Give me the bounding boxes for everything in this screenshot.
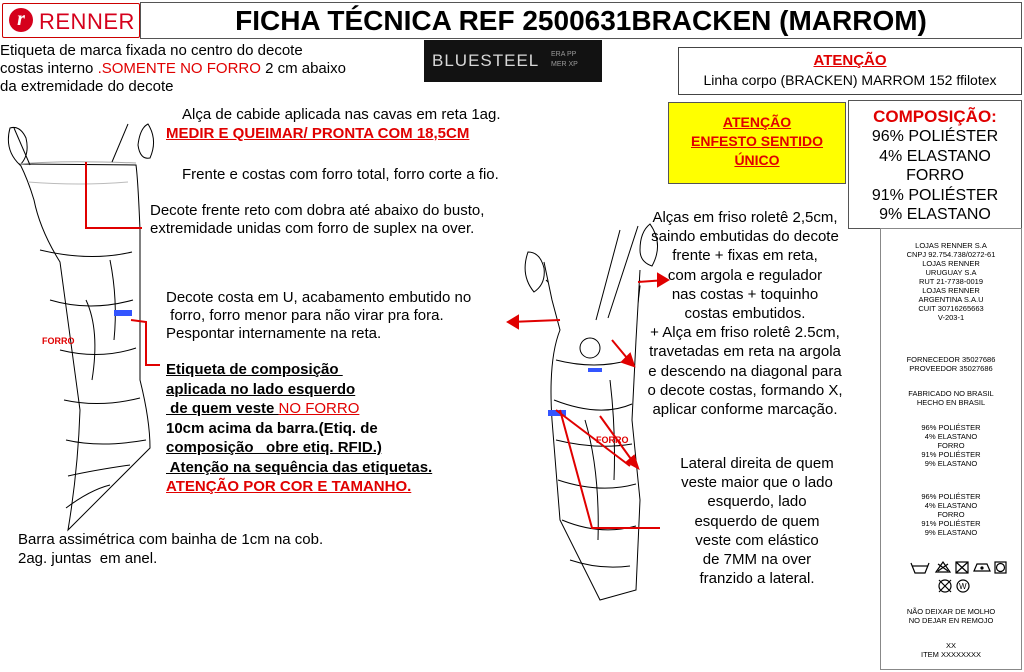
note-line: da extremidade do decote bbox=[0, 78, 174, 95]
comp-line: 9% ELASTANO bbox=[879, 206, 991, 223]
note-highlight: ATENÇÃO POR COR E TAMANHO. bbox=[166, 478, 412, 495]
note-line: costas embutidos. bbox=[684, 305, 806, 323]
note-line: extremidade unidas com forro de suplex na over. bbox=[150, 220, 475, 237]
note-line: Decote costa em U, acabamento embutido no bbox=[166, 289, 472, 306]
note-line: 2ag. juntas em anel. bbox=[18, 550, 158, 567]
note-highlight: NO FORRO bbox=[278, 400, 360, 417]
note-line: esquerdo, lado bbox=[707, 493, 807, 511]
note-line: e descendo na diagonal para bbox=[648, 362, 842, 380]
note-line: esquerdo de quem bbox=[694, 512, 820, 530]
note-line: de 7MM na over bbox=[702, 551, 812, 569]
attention-title: ATENÇÃO bbox=[813, 52, 887, 69]
care-line: LOJAS RENNER bbox=[922, 259, 980, 268]
front-view-drawing bbox=[8, 124, 153, 530]
care-line: PROVEEDOR 35027686 bbox=[909, 364, 993, 373]
front-neck-note bbox=[150, 202, 484, 238]
care-line: NÃO DEIXAR DE MOLHO bbox=[906, 607, 996, 616]
note-line: + Alça em friso roletê 2.5cm, bbox=[650, 324, 840, 342]
comp-line: 96% POLIÉSTER bbox=[871, 128, 999, 145]
care-line: RUT 21-7738-0019 bbox=[918, 277, 984, 286]
label-size-2: MER XP bbox=[551, 61, 578, 68]
note-line: veste maior que o lado bbox=[681, 474, 833, 492]
care-line: HECHO EN BRASIL bbox=[916, 398, 986, 407]
care-line: FORRO bbox=[937, 510, 965, 519]
care-line: FABRICADO NO BRASIL bbox=[908, 389, 994, 398]
note-line: aplicar conforme marcação. bbox=[652, 401, 838, 419]
note-line: com argola e regulador bbox=[667, 266, 823, 284]
back-neck-note bbox=[166, 289, 471, 343]
svg-text:W: W bbox=[959, 582, 967, 591]
note-line: composição obre etiq. RFID.) bbox=[166, 439, 382, 456]
forro-front-label: FORRO bbox=[42, 336, 75, 346]
side-note bbox=[652, 454, 862, 588]
note-line: o decote costas, formando X, bbox=[647, 381, 843, 399]
care-line: V-203-1 bbox=[937, 313, 965, 322]
note-highlight: .SOMENTE NO FORRO bbox=[97, 60, 261, 77]
label-brand: BLUESTEEL bbox=[432, 51, 540, 70]
note-line: Atenção na sequência das etiquetas. bbox=[166, 458, 433, 476]
care-line: LOJAS RENNER S.A bbox=[915, 241, 987, 250]
note-line: saindo embutidas do decote bbox=[651, 228, 839, 246]
care-line: CUIT 30716265663 bbox=[918, 304, 984, 313]
note-line: veste com elástico bbox=[695, 531, 819, 549]
cutting-line: ATENÇÃO bbox=[722, 114, 792, 130]
hanger-note-measure: MEDIR E QUEIMAR/ PRONTA COM 18,5CM bbox=[166, 125, 470, 142]
note-line: travetadas em reta na argola bbox=[649, 343, 841, 361]
comp-label-note bbox=[166, 360, 432, 497]
care-line: 96% POLIÉSTER bbox=[921, 492, 981, 501]
note-line: nas costas + toquinho bbox=[671, 285, 819, 303]
note-line: aplicada no lado esquerdo bbox=[166, 380, 356, 398]
logo-text: RENNER bbox=[39, 9, 135, 34]
logo-mark: r bbox=[9, 8, 33, 32]
care-line: CNPJ 92.754.738/0272-61 bbox=[906, 250, 996, 259]
composition-title: COMPOSIÇÃO: bbox=[873, 107, 997, 126]
note-line: Alças em friso roletê 2,5cm, bbox=[652, 209, 838, 226]
cutting-line: ÚNICO bbox=[734, 152, 780, 168]
note-line: forro, forro menor para não virar pra fora. bbox=[166, 307, 444, 324]
care-line: URUGUAY S.A bbox=[925, 268, 977, 277]
note-line: 2 cm abaixo bbox=[260, 60, 346, 77]
care-line: 4% ELASTANO bbox=[924, 501, 978, 510]
care-line: 96% POLIÉSTER bbox=[921, 423, 981, 432]
care-line: FORRO bbox=[937, 441, 965, 450]
lining-note: Frente e costas com forro total, forro corte a fio. bbox=[182, 166, 499, 183]
care-line: LOJAS RENNER bbox=[922, 286, 980, 295]
note-line: costas interno bbox=[0, 60, 98, 77]
arrow-head-icon bbox=[508, 316, 518, 328]
forro-back-label: FORRO bbox=[596, 435, 629, 445]
note-line: Etiqueta de composição bbox=[166, 361, 343, 378]
care-line: 91% POLIÉSTER bbox=[921, 519, 981, 528]
note-line: de quem veste bbox=[166, 400, 279, 417]
note-line: Decote frente reto com dobra até abaixo do busto, bbox=[150, 202, 485, 219]
label-size-1: ERA PP bbox=[551, 51, 577, 58]
note-line: frente + fixas em reta, bbox=[672, 247, 818, 265]
comp-line: FORRO bbox=[906, 167, 964, 184]
care-line: 91% POLIÉSTER bbox=[921, 450, 981, 459]
comp-line: 4% ELASTANO bbox=[879, 147, 991, 165]
note-line: franzido a lateral. bbox=[699, 570, 815, 588]
note-line: Pespontar internamente na reta. bbox=[166, 325, 382, 342]
note-line: Etiqueta de marca fixada no centro do decote bbox=[0, 42, 303, 59]
care-size: XX bbox=[945, 641, 956, 650]
attention-text: Linha corpo (BRACKEN) MARROM 152 ffilotex bbox=[703, 72, 997, 88]
straps-note bbox=[614, 208, 876, 419]
note-line: Lateral direita de quem bbox=[680, 455, 834, 472]
note-line: 10cm acima da barra.(Etiq. de bbox=[166, 419, 378, 437]
cutting-line: ENFESTO SENTIDO bbox=[691, 133, 823, 149]
care-line: 4% ELASTANO bbox=[924, 432, 978, 441]
care-line: 9% ELASTANO bbox=[924, 528, 978, 537]
hanger-note: Alça de cabide aplicada nas cavas em reta 1ag. bbox=[182, 106, 501, 123]
care-line: NO DEJAR EN REMOJO bbox=[908, 616, 994, 625]
comp-line: 91% POLIÉSTER bbox=[871, 186, 999, 204]
care-line: ARGENTINA S.A.U bbox=[918, 295, 984, 304]
care-line: FORNECEDOR 35027686 bbox=[906, 355, 996, 364]
care-item: ITEM XXXXXXXX bbox=[920, 650, 982, 659]
hem-note bbox=[18, 530, 323, 568]
note-line: Barra assimétrica com bainha de 1cm na cob. bbox=[18, 531, 324, 548]
care-line: 9% ELASTANO bbox=[924, 459, 978, 468]
page-title: FICHA TÉCNICA REF 2500631BRACKEN (MARROM) bbox=[235, 5, 927, 36]
